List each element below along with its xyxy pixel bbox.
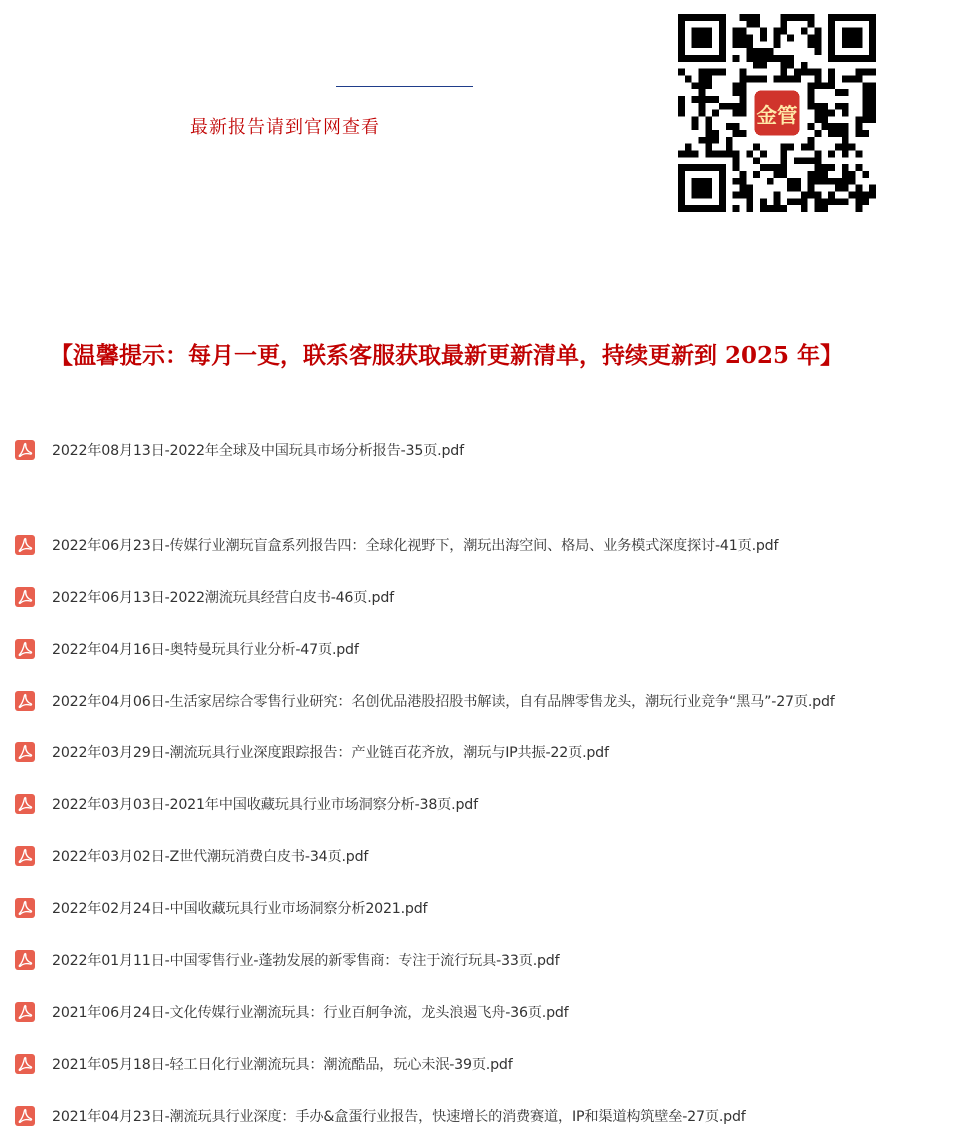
file-item[interactable] <box>14 688 835 714</box>
pdf-icon <box>14 949 36 971</box>
pdf-icon <box>14 897 36 919</box>
file-item[interactable] <box>14 1051 513 1077</box>
file-item[interactable] <box>14 791 478 817</box>
pdf-icon <box>14 845 36 867</box>
file-name: 2022年02月24日-中国收藏玩具行业市场洞察分析2021.pdf <box>52 901 428 917</box>
qr-logo-text: 金管 <box>756 103 798 128</box>
file-item[interactable] <box>14 532 778 558</box>
file-item[interactable] <box>14 895 427 921</box>
file-name: 2022年01月11日-中国零售行业-蓬勃发展的新零售商：专注于流行玩具-33页.pdf <box>52 953 560 969</box>
pdf-icon <box>14 1105 36 1127</box>
file-name: 2021年06月24日-文化传媒行业潮流玩具：行业百舸争流，龙头浪遏飞舟-36页.pdf <box>52 1005 569 1021</box>
pdf-icon <box>14 690 36 712</box>
pdf-icon <box>14 1001 36 1023</box>
pdf-icon <box>14 638 36 660</box>
pdf-icon <box>14 439 36 461</box>
file-item[interactable] <box>14 843 368 869</box>
pdf-icon <box>14 741 36 763</box>
file-item[interactable] <box>14 437 464 463</box>
file-item[interactable] <box>14 739 609 765</box>
pdf-icon <box>14 1053 36 1075</box>
file-name: 2021年05月18日-轻工日化行业潮流玩具：潮流酷品，玩心未泯-39页.pdf <box>52 1057 513 1073</box>
file-name: 2022年06月23日-传媒行业潮玩盲盒系列报告四：全球化视野下，潮玩出海空间、格局、业务模式深度探讨-41页.pdf <box>52 538 779 554</box>
file-name: 2022年04月06日-生活家居综合零售行业研究：名创优品港股招股书解读，自有品牌零售龙头，潮玩行业竞争“黑马”-27页.pdf <box>52 694 835 710</box>
website-notice-link[interactable]: 最新报告请到官网查看 <box>190 117 380 138</box>
file-name: 2022年03月02日-Z世代潮玩消费白皮书-34页.pdf <box>52 849 369 865</box>
file-name: 2022年06月13日-2022潮流玩具经营白皮书-46页.pdf <box>52 590 394 606</box>
file-name: 2022年03月29日-潮流玩具行业深度跟踪报告：产业链百花齐放，潮玩与IP共振-22页.pdf <box>52 745 609 761</box>
file-name: 2022年03月03日-2021年中国收藏玩具行业市场洞察分析-38页.pdf <box>52 797 478 813</box>
file-item[interactable] <box>14 999 568 1025</box>
file-item[interactable] <box>14 636 359 662</box>
file-name: 2022年04月16日-奥特曼玩具行业分析-47页.pdf <box>52 642 359 658</box>
file-name: 2021年04月23日-潮流玩具行业深度：手办&盒蛋行业报告，快速增长的消费赛道，IP和渠道构筑壁垒-27页.pdf <box>52 1109 746 1125</box>
file-item[interactable] <box>14 584 394 610</box>
pdf-icon <box>14 534 36 556</box>
file-item[interactable] <box>14 1103 746 1129</box>
update-tip-banner: 【温馨提示：每月一更，联系客服获取最新更新清单，持续更新到 2025 年】 <box>50 342 844 369</box>
pdf-icon <box>14 793 36 815</box>
pdf-icon <box>14 586 36 608</box>
file-item[interactable] <box>14 947 559 973</box>
file-name: 2022年08月13日-2022年全球及中国玩具市场分析报告-35页.pdf <box>52 443 464 459</box>
